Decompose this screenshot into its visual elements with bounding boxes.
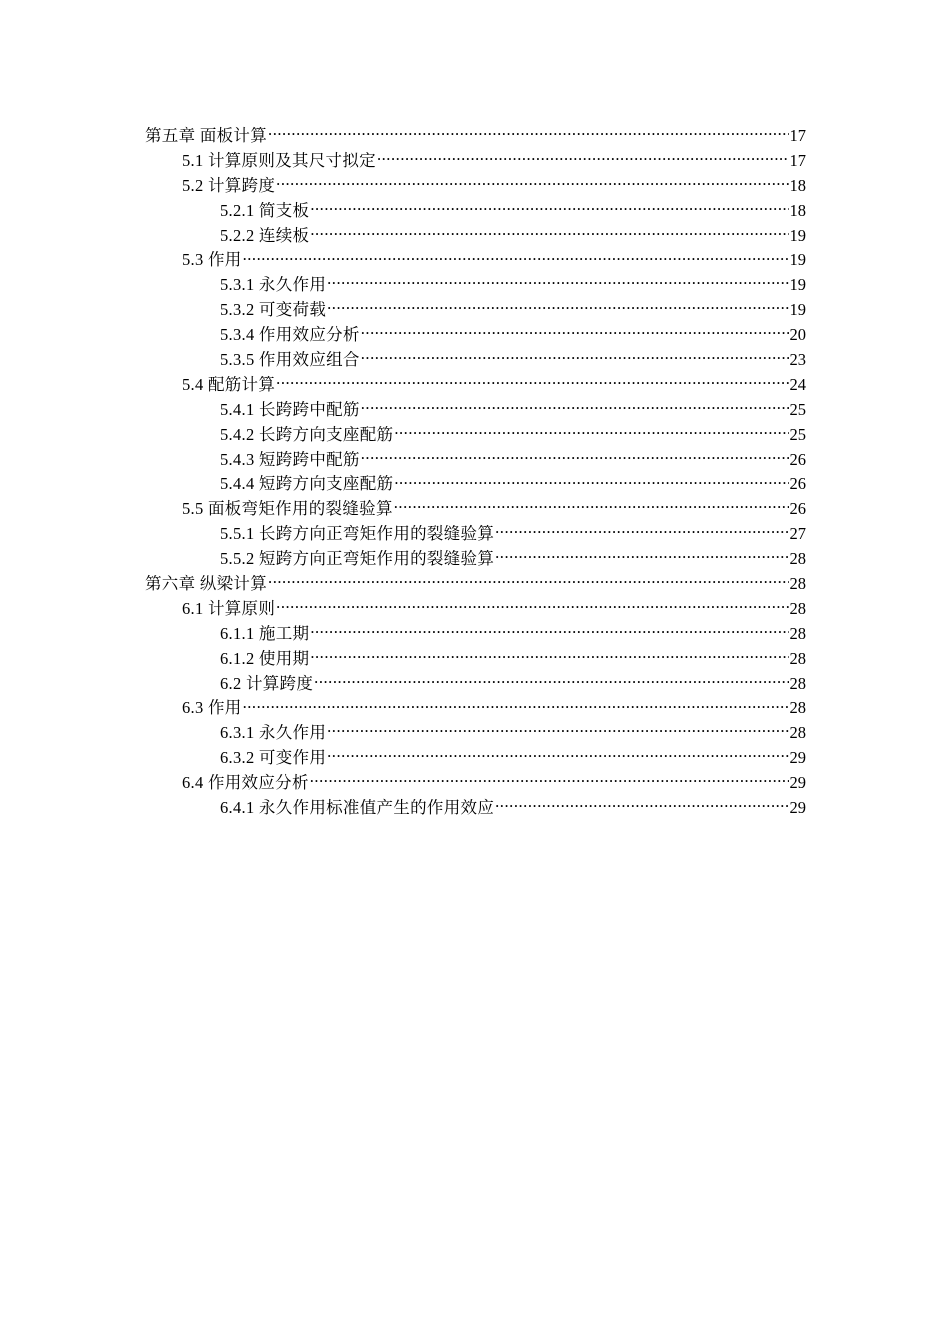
toc-entry-title: 5.3.5 作用效应组合 xyxy=(220,350,360,370)
toc-entry-title: 5.4.1 长跨跨中配筋 xyxy=(220,399,360,419)
toc-leader-dots xyxy=(495,797,788,814)
toc-entry[interactable] xyxy=(0,298,950,323)
toc-entry[interactable] xyxy=(0,174,950,199)
toc-entry-title: 6.2 计算跨度 xyxy=(220,673,314,693)
toc-entry[interactable] xyxy=(0,721,950,746)
toc-entry-page: 28 xyxy=(789,574,806,594)
toc-leader-dots xyxy=(310,647,788,664)
toc-entry-title: 5.1 计算原则及其尺寸拟定 xyxy=(182,150,376,170)
toc-entry-title: 6.1.2 使用期 xyxy=(220,648,310,668)
toc-entry-title: 5.3.4 作用效应分析 xyxy=(220,325,360,345)
toc-leader-dots xyxy=(276,597,788,614)
toc-entry-title: 6.4 作用效应分析 xyxy=(182,773,309,793)
toc-entry-title: 5.3.2 可变荷载 xyxy=(220,300,327,320)
toc-entry-page: 26 xyxy=(789,499,806,519)
toc-entry-page: 19 xyxy=(789,250,806,270)
toc-entry-title: 5.2.1 简支板 xyxy=(220,200,310,220)
toc-entry-title: 第六章 纵梁计算 xyxy=(145,574,268,594)
toc-entry[interactable] xyxy=(0,348,950,373)
toc-leader-dots xyxy=(310,199,788,216)
toc-entry-page: 25 xyxy=(789,424,806,444)
toc-entry-page: 19 xyxy=(789,225,806,245)
toc-entry-title: 6.1 计算原则 xyxy=(182,598,276,618)
toc-leader-dots xyxy=(361,398,789,415)
toc-entry[interactable] xyxy=(0,373,950,398)
toc-entry[interactable] xyxy=(0,796,950,821)
toc-entry-page: 27 xyxy=(789,524,806,544)
toc-entry-page: 19 xyxy=(789,300,806,320)
toc-leader-dots xyxy=(394,498,789,515)
toc-leader-dots xyxy=(310,772,789,789)
toc-entry-title: 6.1.1 施工期 xyxy=(220,623,310,643)
toc-entry-title: 6.4.1 永久作用标准值产生的作用效应 xyxy=(220,798,495,818)
toc-entry[interactable] xyxy=(0,124,950,149)
toc-entry-page: 28 xyxy=(789,698,806,718)
toc-entry-title: 5.3.1 永久作用 xyxy=(220,275,327,295)
toc-entry[interactable] xyxy=(0,597,950,622)
toc-entry-title: 5.5 面板弯矩作用的裂缝验算 xyxy=(182,499,393,519)
toc-entry-page: 28 xyxy=(789,648,806,668)
toc-entry-page: 28 xyxy=(789,623,806,643)
toc-entry-page: 29 xyxy=(789,798,806,818)
toc-leader-dots xyxy=(327,274,788,291)
toc-entry-page: 29 xyxy=(789,748,806,768)
toc-leader-dots xyxy=(268,573,788,590)
toc-leader-dots xyxy=(394,473,788,490)
toc-entry-title: 5.4.4 短跨方向支座配筋 xyxy=(220,474,394,494)
toc-entry[interactable] xyxy=(0,572,950,597)
toc-leader-dots xyxy=(377,149,789,166)
toc-entry[interactable] xyxy=(0,423,950,448)
toc-entry-title: 5.4.2 长跨方向支座配筋 xyxy=(220,424,394,444)
toc-leader-dots xyxy=(276,174,788,191)
toc-entry[interactable] xyxy=(0,472,950,497)
toc-entry-page: 19 xyxy=(789,275,806,295)
toc-entry[interactable] xyxy=(0,398,950,423)
toc-entry-page: 28 xyxy=(789,673,806,693)
toc-leader-dots xyxy=(268,125,788,142)
toc-entry[interactable] xyxy=(0,696,950,721)
toc-entry[interactable] xyxy=(0,672,950,697)
toc-entry[interactable] xyxy=(0,149,950,174)
toc-entry-title: 5.4.3 短跨跨中配筋 xyxy=(220,449,360,469)
toc-leader-dots xyxy=(394,423,788,440)
toc-entry[interactable] xyxy=(0,647,950,672)
toc-leader-dots xyxy=(314,672,788,689)
toc-leader-dots xyxy=(361,324,789,341)
toc-entry-page: 17 xyxy=(789,126,806,145)
toc-entry[interactable] xyxy=(0,448,950,473)
toc-entry-page: 23 xyxy=(789,350,806,370)
toc-leader-dots xyxy=(310,622,788,639)
toc-entry-page: 26 xyxy=(789,449,806,469)
toc-entry-title: 6.3.2 可变作用 xyxy=(220,748,327,768)
toc-entry-title: 第五章 面板计算 xyxy=(145,126,268,145)
toc-entry-page: 28 xyxy=(789,723,806,743)
toc-entry-title: 5.2 计算跨度 xyxy=(182,175,276,195)
toc-entry-title: 6.3 作用 xyxy=(182,698,242,718)
toc-entry-page: 28 xyxy=(789,549,806,569)
toc-entry-title: 5.3 作用 xyxy=(182,250,242,270)
toc-entry-page: 18 xyxy=(789,175,806,195)
toc-entry-page: 28 xyxy=(789,598,806,618)
toc-entry[interactable] xyxy=(0,746,950,771)
toc-entry-page: 20 xyxy=(789,325,806,345)
toc-entry[interactable] xyxy=(0,622,950,647)
toc-entry[interactable] xyxy=(0,273,950,298)
toc-leader-dots xyxy=(327,747,788,764)
toc-entry[interactable] xyxy=(0,497,950,522)
toc-leader-dots xyxy=(243,249,789,266)
toc-entry[interactable] xyxy=(0,248,950,273)
toc-entry[interactable] xyxy=(0,522,950,547)
toc-entry[interactable] xyxy=(0,224,950,249)
toc-entry-title: 5.5.2 短跨方向正弯矩作用的裂缝验算 xyxy=(220,549,495,569)
toc-entry-title: 5.5.1 长跨方向正弯矩作用的裂缝验算 xyxy=(220,524,495,544)
toc-leader-dots xyxy=(243,697,789,714)
toc-entry-page: 18 xyxy=(789,200,806,220)
toc-leader-dots xyxy=(327,722,788,739)
toc-leader-dots xyxy=(310,224,788,241)
toc-entry[interactable] xyxy=(0,323,950,348)
toc-entry-page: 26 xyxy=(789,474,806,494)
toc-entry-title: 5.4 配筋计算 xyxy=(182,374,276,394)
toc-leader-dots xyxy=(276,373,788,390)
toc-leader-dots xyxy=(495,523,788,540)
toc-entry[interactable] xyxy=(0,199,950,224)
toc-entry-page: 25 xyxy=(789,399,806,419)
toc-entry-title: 6.3.1 永久作用 xyxy=(220,723,327,743)
toc-entry-page: 17 xyxy=(789,150,806,170)
toc-entry-title: 5.2.2 连续板 xyxy=(220,225,310,245)
toc-entry-page: 24 xyxy=(789,374,806,394)
toc-entry-page: 29 xyxy=(789,773,806,793)
table-of-contents xyxy=(0,124,950,821)
toc-leader-dots xyxy=(327,299,788,316)
toc-leader-dots xyxy=(495,548,788,565)
toc-entry[interactable] xyxy=(0,547,950,572)
toc-leader-dots xyxy=(361,349,789,366)
toc-leader-dots xyxy=(361,448,789,465)
toc-entry[interactable] xyxy=(0,771,950,796)
